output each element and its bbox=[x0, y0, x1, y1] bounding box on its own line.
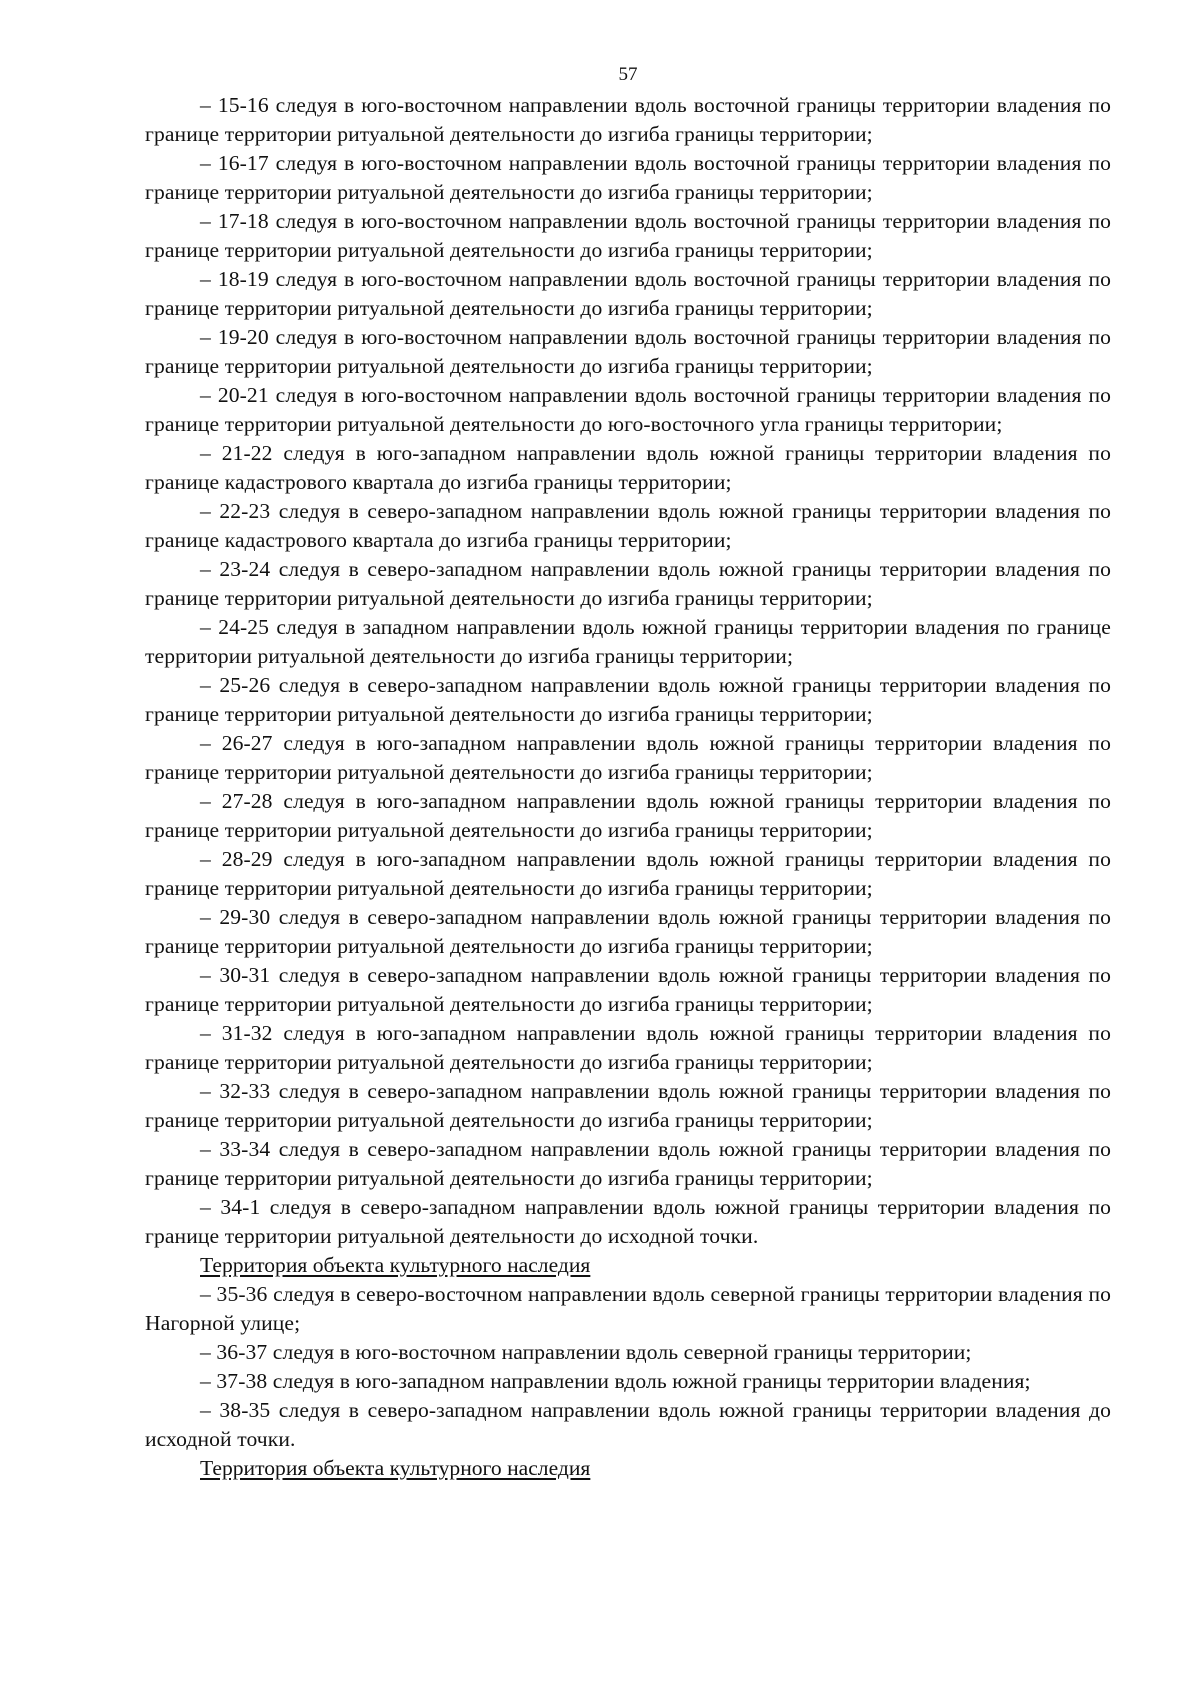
boundary-paragraph: – 28-29 следуя в юго-западном направлении вдоль южной границы территории владения по границе территории ритуальной деятельности до изгиба границы территории; bbox=[145, 847, 1111, 900]
boundary-paragraph: – 18-19 следуя в юго-восточном направлении вдоль восточной границы территории владения по границе территории ритуальной деятельности до изгиба границы территории; bbox=[145, 267, 1111, 320]
boundary-paragraph: – 30-31 следуя в северо-западном направлении вдоль южной границы территории владения по границе территории ритуальной деятельности до изгиба границы территории; bbox=[145, 963, 1111, 1016]
boundary-paragraph: – 38-35 следуя в северо-западном направлении вдоль южной границы территории владения до исходной точки. bbox=[145, 1398, 1111, 1451]
boundary-paragraph: – 19-20 следуя в юго-восточном направлении вдоль восточной границы территории владения по границе территории ритуальной деятельности до изгиба границы территории; bbox=[145, 325, 1111, 378]
boundary-paragraph: – 31-32 следуя в юго-западном направлении вдоль южной границы территории владения по границе территории ритуальной деятельности до изгиба границы территории; bbox=[145, 1021, 1111, 1074]
boundary-paragraph: – 36-37 следуя в юго-восточном направлении вдоль северной границы территории; bbox=[200, 1340, 972, 1364]
page-number: 57 bbox=[618, 64, 638, 85]
boundary-paragraph: – 32-33 следуя в северо-западном направлении вдоль южной границы территории владения по границе территории ритуальной деятельности до изгиба границы территории; bbox=[145, 1079, 1111, 1132]
boundary-paragraph: – 16-17 следуя в юго-восточном направлении вдоль восточной границы территории владения по границе территории ритуальной деятельности до изгиба границы территории; bbox=[145, 151, 1111, 204]
boundary-paragraph: – 34-1 следуя в северо-западном направлении вдоль южной границы территории владения по границе территории ритуальной деятельности до исходной точки. bbox=[145, 1195, 1111, 1248]
boundary-list-1 bbox=[145, 91, 1111, 1251]
boundary-paragraph: – 26-27 следуя в юго-западном направлении вдоль южной границы территории владения по границе территории ритуальной деятельности до изгиба границы территории; bbox=[145, 731, 1111, 784]
boundary-paragraph: – 25-26 следуя в северо-западном направлении вдоль южной границы территории владения по границе территории ритуальной деятельности до изгиба границы территории; bbox=[145, 673, 1111, 726]
boundary-paragraph: – 15-16 следуя в юго-восточном направлении вдоль восточной границы территории владения по границе территории ритуальной деятельности до изгиба границы территории; bbox=[145, 93, 1111, 146]
boundary-list-2 bbox=[145, 1280, 1111, 1454]
boundary-paragraph: – 23-24 следуя в северо-западном направлении вдоль южной границы территории владения по границе территории ритуальной деятельности до изгиба границы территории; bbox=[145, 557, 1111, 610]
boundary-paragraph: – 22-23 следуя в северо-западном направлении вдоль южной границы территории владения по границе кадастрового квартала до изгиба границы территории; bbox=[145, 499, 1111, 552]
section-heading: Территория объекта культурного наследия bbox=[200, 1456, 591, 1480]
boundary-paragraph: – 27-28 следуя в юго-западном направлении вдоль южной границы территории владения по границе территории ритуальной деятельности до изгиба границы территории; bbox=[145, 789, 1111, 842]
boundary-paragraph: – 24-25 следуя в западном направлении вдоль южной границы территории владения по границе территории ритуальной деятельности до изгиба границы территории; bbox=[145, 615, 1111, 668]
boundary-paragraph: – 20-21 следуя в юго-восточном направлении вдоль восточной границы территории владения по границе территории ритуальной деятельности до юго-восточного угла границы территории; bbox=[145, 383, 1111, 436]
boundary-paragraph: – 17-18 следуя в юго-восточном направлении вдоль восточной границы территории владения по границе территории ритуальной деятельности до изгиба границы территории; bbox=[145, 209, 1111, 262]
boundary-paragraph: – 35-36 следуя в северо-восточном направлении вдоль северной границы территории владения по Нагорной улице; bbox=[145, 1282, 1111, 1335]
document-page bbox=[145, 60, 1111, 1483]
boundary-paragraph: – 33-34 следуя в северо-западном направлении вдоль южной границы территории владения по границе территории ритуальной деятельности до изгиба границы территории; bbox=[145, 1137, 1111, 1190]
boundary-paragraph: – 37-38 следуя в юго-западном направлении вдоль южной границы территории владения; bbox=[200, 1369, 1031, 1393]
boundary-paragraph: – 29-30 следуя в северо-западном направлении вдоль южной границы территории владения по границе территории ритуальной деятельности до изгиба границы территории; bbox=[145, 905, 1111, 958]
boundary-paragraph: – 21-22 следуя в юго-западном направлении вдоль южной границы территории владения по границе кадастрового квартала до изгиба границы территории; bbox=[145, 441, 1111, 494]
section-heading: Территория объекта культурного наследия bbox=[200, 1253, 591, 1277]
